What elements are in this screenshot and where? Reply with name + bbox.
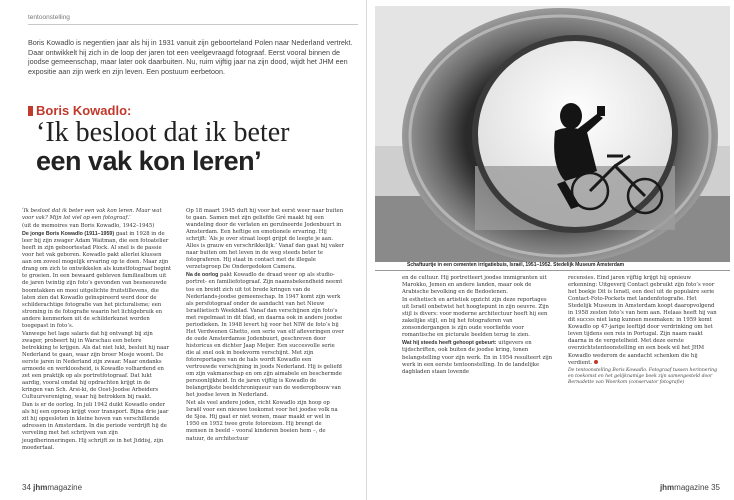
paragraph: en de cultuur. Hij portretteert joodse immigranten uit Marokko, Jemen en andere landen, maar ook de Arabische bevolking en de Bedoeïenen. bbox=[402, 275, 547, 296]
photo-caption: Schaftuurtje in een cementen irrigatiebuis, Israël, 1951–1952. Stedelijk Museum Amsterdam bbox=[407, 262, 625, 268]
brand-name: jhm bbox=[33, 483, 48, 492]
article-column-4 bbox=[568, 275, 718, 387]
caption-rule bbox=[375, 270, 730, 271]
kicker-marker bbox=[28, 106, 33, 116]
lead-in: Na de oorlog bbox=[186, 272, 219, 279]
paragraph: Vanwege het lage salaris dat hij ontvangt bij zijn zwager, probeert hij in Warschau een betere betrekking te krijgen. Als dat niet lukt, besluit hij naar Nederland te gaan, waar zijn broer Mosje woont. De eerste jaren in Nederland zijn zwaar. Maar ondanks armoede en werkloosheid, is Kowadlo volhardend en zet een praktijk op als portretfotograaf. Dat lukt aardig, vooral omdat hij opdrachten krijgt in de kringen van Sch. Arsi-ki, de Oost-Joodse Arbeiders Cultuurvereniging, waar hij betrokken bij raakt. bbox=[22, 330, 169, 401]
paragraph: Op 18 maart 1945 duft hij voor het eerst weer naar buiten te gaan. Samen met zijn geliefde Gré maakt hij een wandeling door de verlaten en geruïneerde Jodenbuurt in Amsterdam. Een heftige en emotionele ervaring. Hij schrijft: ‘Als je over straat loopt grijpt de leegte je aan. Alles is grauw en verschrikkelijk.’ Vanaf dan gaat hij vaker naar buiten om het leven in de weg steeds beter te fotograferen. Hij staat in contact met de illegale verzetsgroep De Ondergedoken Camera. bbox=[186, 208, 344, 271]
kicker: Boris Kowadlo: bbox=[36, 103, 132, 118]
intro-paragraph: Boris Kowadlo is negentien jaar als hij in 1931 vanuit zijn geboorteland Polen naar Nederland vertrekt. Daar ontwikkelt hij zich in de loop der jaren tot een veelgevraagd fotograaf. Eerst vooral binnen de joodse gemeenschap, maar later ook daarbuiten. Nu, ruim vijftig jaar na zijn dood, wijdt het JHM een expositie aan zijn werk en zijn leven. Een postuum eerbetoon. bbox=[28, 38, 353, 76]
article-column-3 bbox=[402, 275, 552, 377]
footer-right: jhmmagazine 35 bbox=[659, 483, 720, 492]
headline-line-1: ‘Ik besloot dat ik beter bbox=[36, 117, 290, 148]
lead-in: De jonge Boris Kowadlo (1911–1959) bbox=[22, 231, 115, 238]
section-label: tentoonstelling bbox=[28, 14, 70, 21]
page-number: 34 bbox=[22, 483, 31, 492]
paragraph: De jonge Boris Kowadlo (1911–1959) gaat in 1928 in de leer bij zijn zwager Adam Waitman, die een fotoatelier heeft in zijn geboortestad Plock. Al snel is de passie voor het vak geboren. Kowadlo pakt allerlei klussen aan om zoveel mogelijk ervaring op te doen. Maar zijn drang om zich te ontwikkelen als kunstfotograaf begint te groeien. In een bewaard gebleven familiealbum uit de jaren twintig zijn foto’s gevonden van besneeuwde boomtakken en mooi uitgelichte fruitstillevens, die laten zien dat Kowadlo geïnspireerd werd door de schilderachtige fotografie van het picturalisme; een stroming in de fotografie waarin het lichtgebruik en andere kenmerken uit de schilderkunst worden toegepast in foto’s. bbox=[22, 231, 172, 329]
page-number: 35 bbox=[711, 483, 720, 492]
brand-name: jhm bbox=[659, 483, 675, 492]
memoir-quote: ‘Ik besloot dat ik beter een vak kon leren. Maar wat voor vak? Mijn lot viel op een fotograaf.’ bbox=[22, 208, 162, 222]
headline-line-2: een vak kon leren’ bbox=[36, 146, 262, 176]
right-page bbox=[367, 0, 734, 500]
exhibition-caption: De tentoonstelling Boris Kowadlo. Fotograaf tussen herinnering en toekomst en het gelijknamige boek zijn samengesteld door Bernadette van Woerkom (conservator fotografie) bbox=[568, 367, 718, 385]
paragraph: Dan is er de oorlog. In juli 1942 duikt Kowadlo onder als hij een oproep krijgt voor transport. Bijna drie jaar zit hij opgesloten in kleine hoven van verschillende adressen in Amsterdam. In die periode verdrijft hij de verveling met het schrijven van zijn jeugdherinneringen. Hij schrijft ze in het Jiddisj, zijn moedertaal. bbox=[22, 402, 169, 451]
paragraph: recensies. Eind jaren vijftig krijgt hij opnieuw erkenning: Uitgeverij Contact gebruikt zijn foto’s voor het boekje Dit is Israël, een deel uit de populaire serie Contact-Foto-Pockets met landenfotografie. Het Stedelijk Museum in Amsterdam koopt daaropvolgend in 1958 zesten foto’s van hem aan. Helaas heeft hij van dit succes niet lang kunnen meemaken: in 1959 komt Kowadlo op 47-jarige leeftijd door verdrinking om het leven tijdens een reis in Portugal. Zijn naam raakt daarna in de vergetelheid. Met deze eerste overzichtstentoonstelling en een boek wil het JHM Kowadlo wederom de aandacht schenken die hij verdient. bbox=[568, 275, 717, 366]
lead-in: Wat hij steeds heeft gehoopt gebeurt: bbox=[402, 340, 497, 347]
article-column-2 bbox=[186, 208, 344, 444]
paragraph: Net als veel andere joden, richt Kowadlo zijn hoop op Israël voor een nieuwe toekomst voor het joodse volk na de Sjoa. Hij gaat er niet wonen, maar maakt er wel in 1950 en 1952 twee grote fotoreizen. Hij brengt de mensen in beeld – vooral kinderen boeien hem –, de natuur, de architectuur bbox=[186, 400, 338, 442]
paragraph: In esthetisch en artistiek opzicht zijn deze reportages uit Israël onbetwist het hoogtepunt in zijn oeuvre. Zijn stijl is divers: voor moderne architectuur heeft hij een zakelijke stijl, en bij het fotograferen van zonsondergangen is zijn oude voorliefde voor romantische en picturale beelden terug te zien. bbox=[402, 297, 549, 339]
end-mark-icon bbox=[594, 360, 598, 364]
quote-source: (uit de memoires van Boris Kowadlo, 1942–1945) bbox=[22, 223, 155, 230]
irrigation-pipe-photo bbox=[375, 6, 730, 262]
paragraph: Wat hij steeds heeft gehoopt gebeurt: uitgevers en tijdschriften, ook buiten de joodse kring, tonen belangstelling voor zijn werk. En in 1954 resulteert zijn werk in een eerste tentoonstelling. In de landelijke dagbladen staan lovende bbox=[402, 340, 553, 375]
photograph bbox=[375, 6, 730, 262]
article-column-1 bbox=[22, 208, 172, 453]
paragraph: Na de oorlog pakt Kowadlo de draad weer op als studio-portret- en familiefotograaf. Zijn naamsbekendheid neemt toe en breidt zich uit tot brede kringen van de Nederlands-joodse gemeenschap. In 1947 komt zijn werk als persfotograaf onder de aandacht van het Nieuw Israëlietisch Weekblad. Vanaf dan verschijnen zijn foto’s met regelmaat in dit blad, en daarna ook in andere joodse periodieken. In 1948 levert hij voor het NIW de foto’s bij Het Verdwenen Ghetto, een serie van elf afleveringen over de oude Amsterdamse Jodenbuurt, geschreven door historicus en dichter Jaap Meijer. Een succesvolle serie die al snel ook in boekvorm verschijnt. Met zijn fotoreportages van de hals wordt Kowadlo een vertrouwde verschijning in joods Nederland. Hij is geliefd om zijn vakmanschap en om zijn aimabele en beschermde persoonlijkheid. In de jaren vijftig is Kowadlo de belangrijkste beeldchroniqueur van de wederopbouw van het joodse leven in Nederland. bbox=[186, 272, 344, 399]
footer-left: 34 jhmmagazine bbox=[22, 483, 83, 492]
header-rule bbox=[28, 24, 358, 25]
